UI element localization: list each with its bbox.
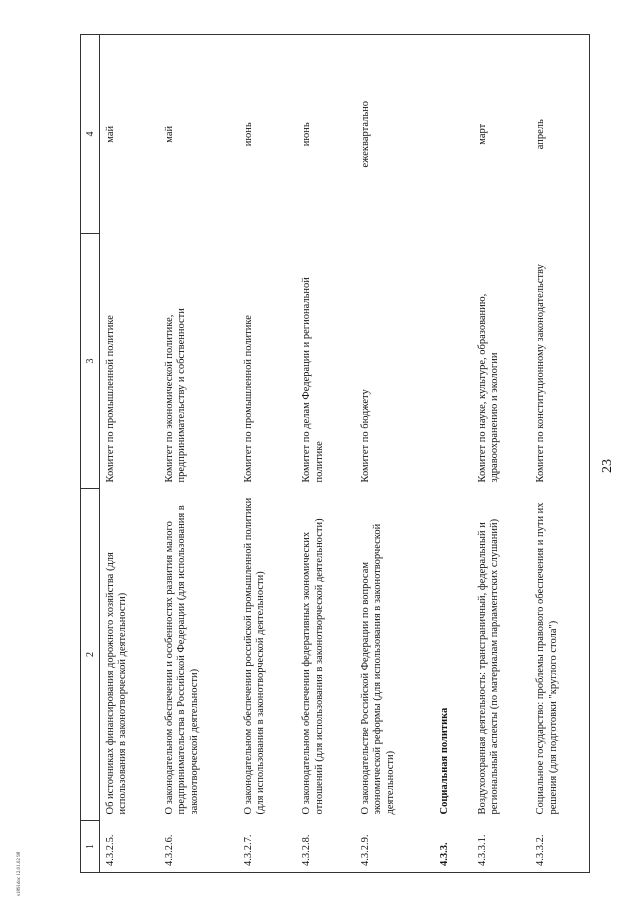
plan-table (80, 34, 590, 873)
responsible-committee: Комитет по промышленной политике (105, 315, 116, 483)
due-date: июнь (238, 35, 296, 234)
col-header-2: 2 (81, 489, 100, 821)
column-number-header (81, 35, 100, 873)
footer-print-code: s1891doc 12.01.02 98 (17, 851, 22, 896)
responsible-committee: Комитет по делам Федерации и региональной политике (301, 277, 325, 483)
responsible-committee: Комитет по науке, культуре, образованию, здравоохранению и экологии (476, 293, 501, 483)
page-number: 23 (600, 459, 615, 473)
item-title: О законодательном обеспечении российской промышленной политики (для использования в законотворческой деятельности) (243, 497, 267, 815)
item-title: О законодательном обеспечении федеративных экономических отношений (для использования в законотворческой деятельности) (301, 518, 325, 815)
table-row (100, 35, 159, 873)
due-date: апрель (530, 35, 589, 234)
responsible-committee: Комитет по экономической политике, предпринимательству и собственности (163, 308, 188, 483)
responsible-committee: Комитет по промышленной политике (243, 315, 254, 483)
item-number: 4.3.3.1. (472, 821, 530, 873)
section-number: 4.3.3. (434, 821, 472, 873)
due-date: май (159, 35, 238, 234)
item-number: 4.3.2.7. (238, 821, 296, 873)
responsible-committee (434, 234, 472, 489)
item-title: О законодательстве Российской Федерации по вопросам экономической реформы (для использования в законотворческой деятельности) (359, 523, 396, 815)
responsible-committee: Комитет по бюджету (359, 389, 371, 483)
item-number: 4.3.2.5. (100, 821, 159, 873)
item-number: 4.3.3.2. (530, 821, 589, 873)
table-row (472, 35, 530, 873)
section-row (434, 35, 472, 873)
due-date (434, 35, 472, 234)
col-header-4: 4 (81, 35, 100, 234)
item-title: Об источниках финансирования дорожного хозяйства (для использования в законотворческой деятельности) (105, 552, 129, 815)
section-title: Социальная политика (439, 707, 451, 815)
responsible-committee: Комитет по конституционному законодательству (530, 234, 589, 489)
table-row (159, 35, 238, 873)
item-number: 4.3.2.9. (355, 821, 434, 873)
due-date: ежеквартально (355, 35, 434, 234)
item-number: 4.3.2.6. (159, 821, 238, 873)
due-date: июнь (296, 35, 354, 234)
due-date: май (100, 35, 159, 234)
item-title: Воздухоохранная деятельность: трансграничный, федеральный и региональный аспекты (по материалам парламентских слушаний) (476, 518, 501, 815)
item-number: 4.3.2.8. (296, 821, 354, 873)
item-title: Социальное государство: проблемы правового обеспечения и пути их решения (для подготовки "круглого стола") (530, 489, 589, 821)
item-title: О законодательном обеспечении и особенностях развития малого предпринимательства в Российской Федерации (для использования в законотворческой деятельности) (163, 505, 200, 815)
table-row (296, 35, 354, 873)
table-row (530, 35, 589, 873)
table-row (355, 35, 434, 873)
col-header-1: 1 (81, 821, 100, 873)
col-header-3: 3 (81, 234, 100, 489)
table-row (238, 35, 296, 873)
due-date: март (472, 35, 530, 234)
